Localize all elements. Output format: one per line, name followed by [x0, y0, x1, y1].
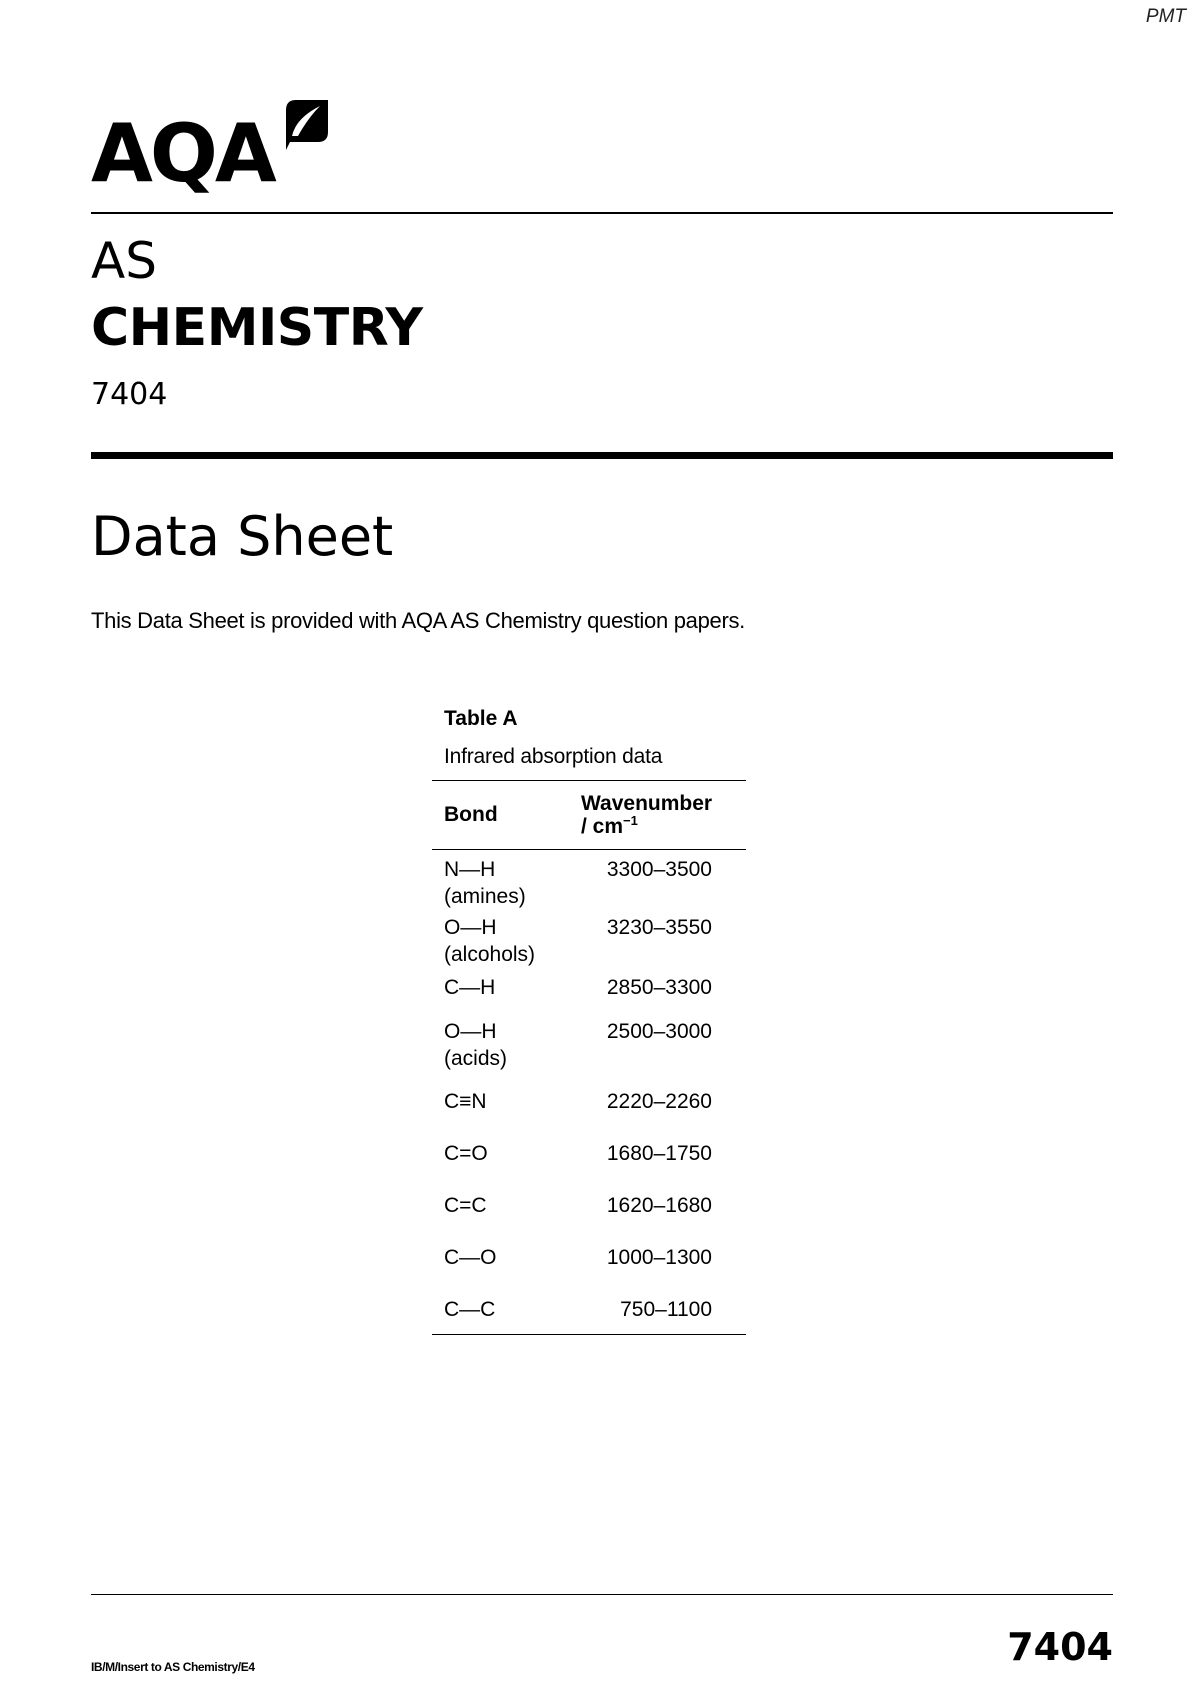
wavenumber-cell: 3230–3550 [606, 916, 712, 939]
wavenumber-cell: 2850–3300 [606, 976, 712, 999]
wavenumber-cell: 1000–1300 [606, 1246, 712, 1269]
corner-mark: PMT [1145, 6, 1186, 27]
header-wavenumber [581, 781, 746, 850]
footer-reference: IB/M/Insert to AS Chemistry/E4 [91, 1660, 255, 1674]
table-a [432, 708, 746, 1335]
bond-formula: C=O [444, 1142, 488, 1165]
wavenumber-cell: 1680–1750 [606, 1142, 712, 1165]
bond-formula: C—O [444, 1246, 497, 1269]
bond-cell [432, 1230, 581, 1282]
table-row [432, 1126, 746, 1178]
table-row [432, 1074, 746, 1126]
specification-code: 7404 [91, 377, 168, 412]
subject-title: CHEMISTRY [91, 298, 423, 358]
bond-cell [432, 970, 581, 1014]
intro-text: This Data Sheet is provided with AQA AS Chemistry question papers. [91, 608, 745, 633]
header-wavenumber-unit [581, 815, 746, 838]
table-row [432, 1178, 746, 1230]
wavenumber-cell: 3300–3500 [606, 858, 712, 881]
qualification-level: AS [91, 232, 157, 290]
wavenumber-cell: 2500–3000 [606, 1020, 712, 1043]
bond-formula: C—H [444, 976, 496, 999]
bond-cell [432, 1178, 581, 1230]
table-row [432, 1282, 746, 1334]
table-header-row [432, 781, 746, 850]
table-row [432, 850, 746, 911]
wavenumber-cell: 2220–2260 [606, 1090, 712, 1113]
bond-cell [432, 1014, 581, 1074]
bond-cell [432, 1282, 581, 1334]
bond-formula: O—H [444, 1020, 497, 1043]
table-caption: Infrared absorption data [444, 745, 663, 768]
header-wavenumber-label: Wavenumber [581, 791, 713, 815]
aqa-logo [91, 92, 332, 200]
title-rule [91, 452, 1113, 459]
wavenumber-cell: 750–1100 [581, 1282, 746, 1334]
logo-text: AQA [91, 107, 274, 200]
document-title: Data Sheet [91, 505, 394, 568]
footer-code: 7404 [1007, 1625, 1113, 1669]
bond-note: (amines) [444, 885, 526, 908]
bond-formula: C—C [444, 1298, 496, 1321]
table-row [432, 970, 746, 1014]
table-row [432, 1230, 746, 1282]
table-row [432, 1014, 746, 1074]
header-rule [91, 212, 1113, 214]
header-bond: Bond [432, 781, 581, 850]
footer-rule [91, 1594, 1113, 1595]
bond-formula: C=C [444, 1194, 487, 1217]
bond-cell [432, 1126, 581, 1178]
unit-prefix: / cm [581, 815, 624, 838]
table-row [432, 910, 746, 970]
bond-note: (alcohols) [444, 943, 536, 966]
bond-cell [432, 1074, 581, 1126]
bond-formula: O—H [444, 916, 497, 939]
bond-cell [432, 910, 581, 970]
unit-exponent: −1 [623, 813, 638, 828]
bond-formula: N—H [444, 858, 496, 881]
infrared-table [432, 780, 746, 1335]
bond-note: (acids) [444, 1047, 508, 1070]
bond-formula: C≡N [444, 1090, 487, 1113]
wavenumber-cell: 1620–1680 [606, 1194, 712, 1217]
leaf-icon [282, 96, 332, 155]
table-title: Table A [444, 707, 518, 730]
bond-cell [432, 850, 581, 911]
